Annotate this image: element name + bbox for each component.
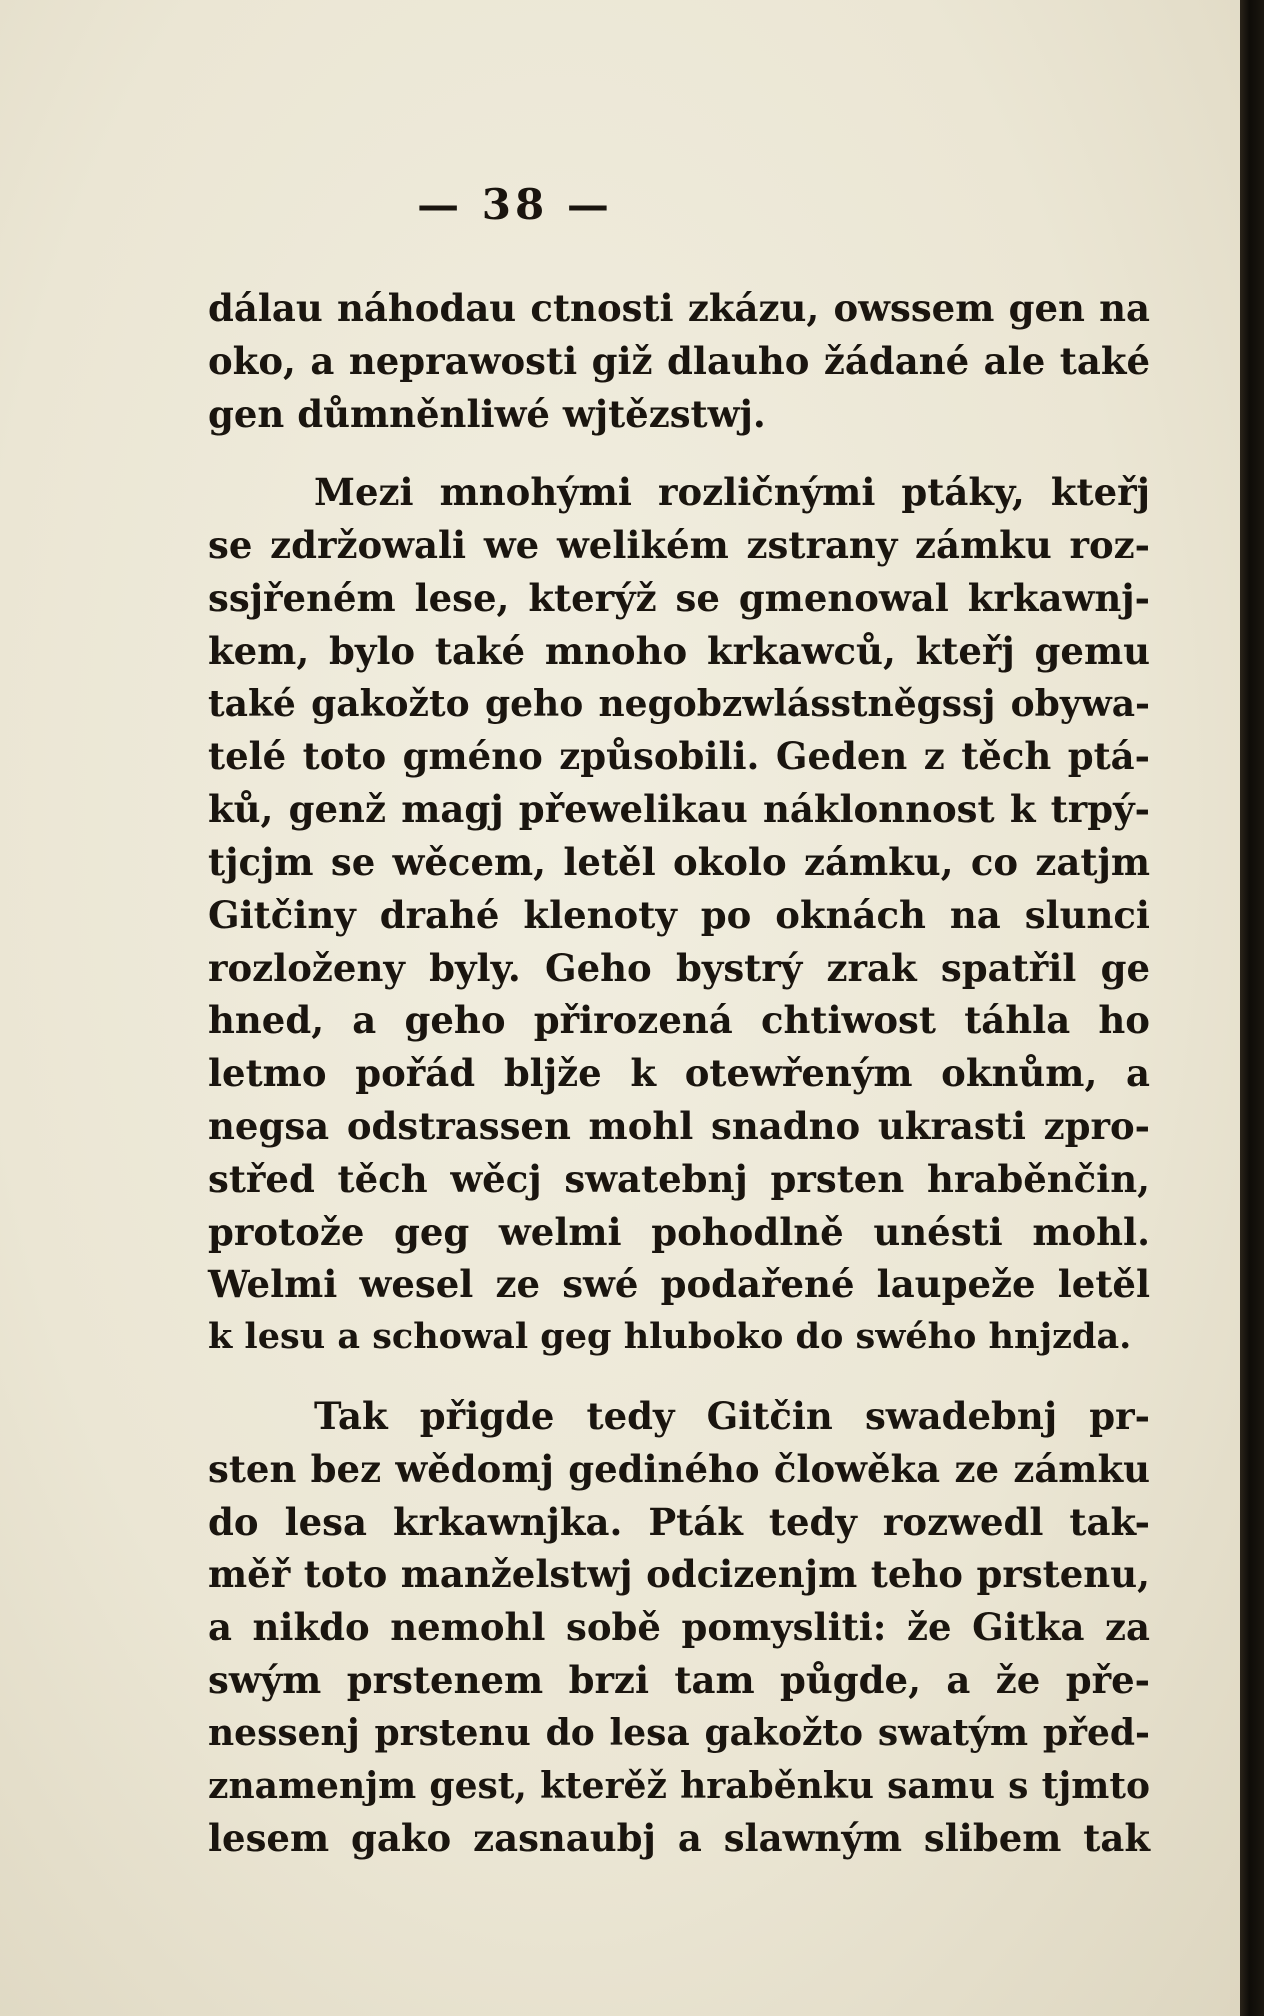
text-line: se zdržowali we welikém zstrany zámku roz- <box>208 523 1150 568</box>
text-line: Mezi mnohými rozličnými ptáky, kteřj <box>314 470 1150 515</box>
text-line: tjcjm se wěcem, letěl okolo zámku, co zatjm <box>208 839 1150 884</box>
text-line: Gitčiny drahé klenoty po oknách na slunci <box>208 892 1150 937</box>
text-line: rozloženy byly. Geho bystrý zrak spatřil ge <box>208 945 1150 990</box>
book-edge-shadow <box>1240 0 1264 2016</box>
text-line: protože geg welmi pohodlně unésti mohl. <box>208 1209 1150 1254</box>
text-line: sten bez wědomj gediného člowěka ze zámku <box>208 1446 1150 1491</box>
text-line: k lesu a schowal geg hluboko do swého hnjzda. <box>208 1316 1132 1358</box>
text-line: gen důmněnliwé wjtězstwj. <box>208 391 766 436</box>
text-line: negsa odstrassen mohl snadno ukrasti zpro- <box>208 1103 1150 1148</box>
text-line: letmo pořád bljže k otewřeným oknům, a <box>208 1051 1150 1096</box>
text-line: oko, a neprawosti giž dlauho žádané ale také <box>208 338 1150 383</box>
text-line: Welmi wesel ze swé podařené laupeže letěl <box>208 1262 1150 1307</box>
text-line: měř toto manželstwj odcizenjm teho prstenu, <box>208 1552 1150 1597</box>
text-line: lesem gako zasnaubj a slawným slibem tak <box>208 1816 1150 1861</box>
text-line: ssjřeném lese, kterýž se gmenowal krkawnj- <box>208 575 1150 620</box>
page-number: — 38 — <box>417 180 613 229</box>
text-line: střed těch wěcj swatebnj prsten hraběnčin, <box>208 1156 1150 1201</box>
text-line: také gakožto geho negobzwlásstněgssj obywa- <box>208 682 1150 725</box>
text-line: telé toto gméno způsobili. Geden z těch ptá- <box>208 734 1150 779</box>
text-line: dálau náhodau ctnosti zkázu, owssem gen na <box>208 286 1150 330</box>
text-line: swým prstenem brzi tam půgde, a že pře- <box>208 1657 1150 1702</box>
text-line: Tak přigde tedy Gitčin swadebnj pr- <box>314 1393 1150 1438</box>
text-line: nessenj prstenu do lesa gakožto swatým před- <box>208 1711 1150 1754</box>
text-line: kem, bylo také mnoho krkawců, kteřj gemu <box>208 628 1150 673</box>
text-line: do lesa krkawnjka. Pták tedy rozwedl tak- <box>208 1499 1150 1544</box>
text-line: znamenjm gest, kterěž hraběnku samu s tjmto <box>208 1764 1150 1807</box>
text-line: a nikdo nemohl sobě pomysliti: že Gitka za <box>208 1605 1150 1650</box>
body-text <box>208 282 1150 1865</box>
text-line: ků, genž magj přewelikau náklonnost k trpý- <box>208 787 1150 832</box>
text-line: hned, a geho přirozená chtiwost táhla ho <box>208 998 1150 1043</box>
